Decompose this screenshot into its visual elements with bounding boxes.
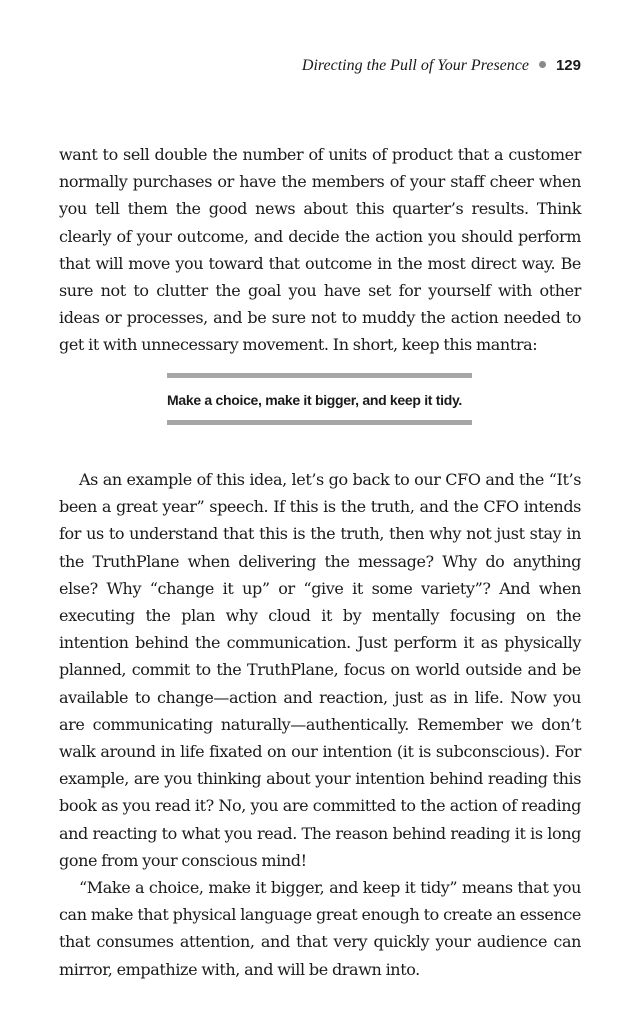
body-text-bottom: [59, 466, 581, 983]
pull-quote: [167, 373, 472, 425]
body-text-top: [59, 141, 581, 359]
bullet-separator-icon: [539, 61, 546, 68]
page-number: 129: [555, 57, 581, 74]
running-title: Directing the Pull of Your Presence: [301, 57, 529, 74]
running-head: [302, 57, 581, 75]
paragraph: “Make a choice, make it bigger, and keep it tidy” means that you can make that physical language great enough to create an essence that consumes attention, and that very quickly your audience can mirror, empathize with, and will be drawn into.: [59, 878, 581, 979]
pull-quote-text: Make a choice, make it bigger, and keep it tidy.: [167, 392, 463, 408]
paragraph: As an example of this idea, let’s go back to our CFO and the “It’s been a great year” speech. If this is the truth, and the CFO intends for us to understand that this is the truth, then why not just stay in the TruthPlane when delivering the message? Why do anything else? Why “change it up” or “give it some variety”? And when executing the plan why cloud it by mentally focusing on the intention behind the communication. Just perform it as physically planned, commit to the TruthPlane, focus on world outside and be available to change—action and reaction, just as in life. Now you are communicating naturally—authentically. Remember we don’t walk around in life fixated on our intention (it is subconscious). For example, are you thinking about your intention behind reading this book as you read it? No, you are committed to the action of reading and reacting to what you read. The reason behind reading it is long gone from your conscious mind!: [59, 470, 581, 870]
pull-quote-bottom-rule: [167, 420, 472, 425]
paragraph: want to sell double the number of units of product that a customer normally purchases or have the members of your staff cheer when you tell them the good news about this quarter’s results. Think clearly of your outcome, and decide the action you should perform that will move you toward that outcome in the most direct way. Be sure not to clutter the goal you have set for yourself with other ideas or processes, and be sure not to muddy the action needed to get it with unnecessary movement. In short, keep this mantra:: [59, 145, 581, 355]
